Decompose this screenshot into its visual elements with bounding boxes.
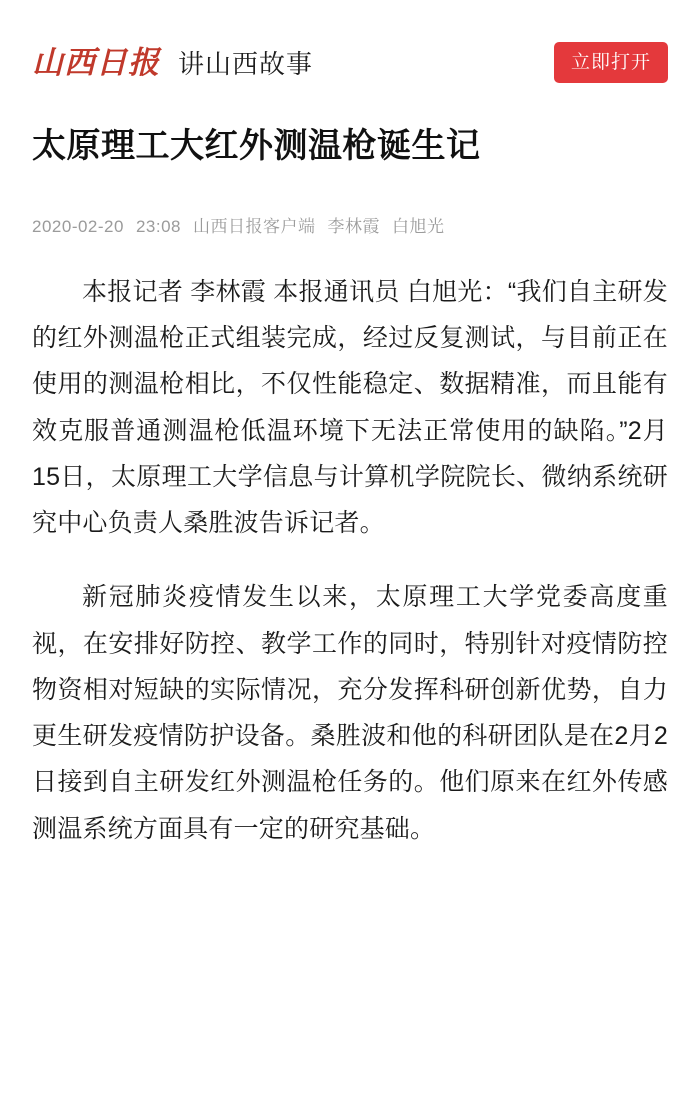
site-header — [32, 0, 668, 108]
article-meta — [32, 212, 668, 237]
brand[interactable] — [32, 44, 554, 80]
article-paragraph: 新冠肺炎疫情发生以来，太原理工大学党委高度重视，在安排好防控、教学工作的同时，特别针对疫情防控物资相对短缺的实际情况，充分发挥科研创新优势，自力更生研发疫情防护设备。桑胜波和他的科研团队是在2月2日接到自主研发红外测温枪任务的。他们原来在红外传感测温系统方面具有一定的研究基础。 — [32, 583, 668, 843]
meta-source: 山西日报客户端 — [193, 216, 316, 236]
meta-time: 23:08 — [135, 216, 182, 236]
article-body — [32, 269, 668, 852]
page-title: 太原理工大红外测温枪诞生记 — [32, 127, 481, 165]
site-slogan: 讲山西故事 — [178, 48, 314, 79]
meta-author-2: 白旭光 — [392, 216, 445, 236]
meta-date: 2020-02-20 — [32, 216, 124, 236]
meta-author-1: 李林霞 — [327, 216, 381, 236]
site-logo: 山西日报 — [32, 44, 160, 80]
article-paragraph: 本报记者 李林霞 本报通讯员 白旭光：“我们自主研发的红外测温枪正式组装完成，经过反复测试，与目前正在使用的测温枪相比，不仅性能稳定、数据精准，而且能有效克服普通测温枪低温环境下无法正常使用的缺陷。”2月15日，太原理工大学信息与计算机学院院长、微纳系统研究中心负责人桑胜波告诉记者。 — [32, 277, 668, 538]
open-app-button[interactable]: 立即打开 — [554, 42, 668, 83]
